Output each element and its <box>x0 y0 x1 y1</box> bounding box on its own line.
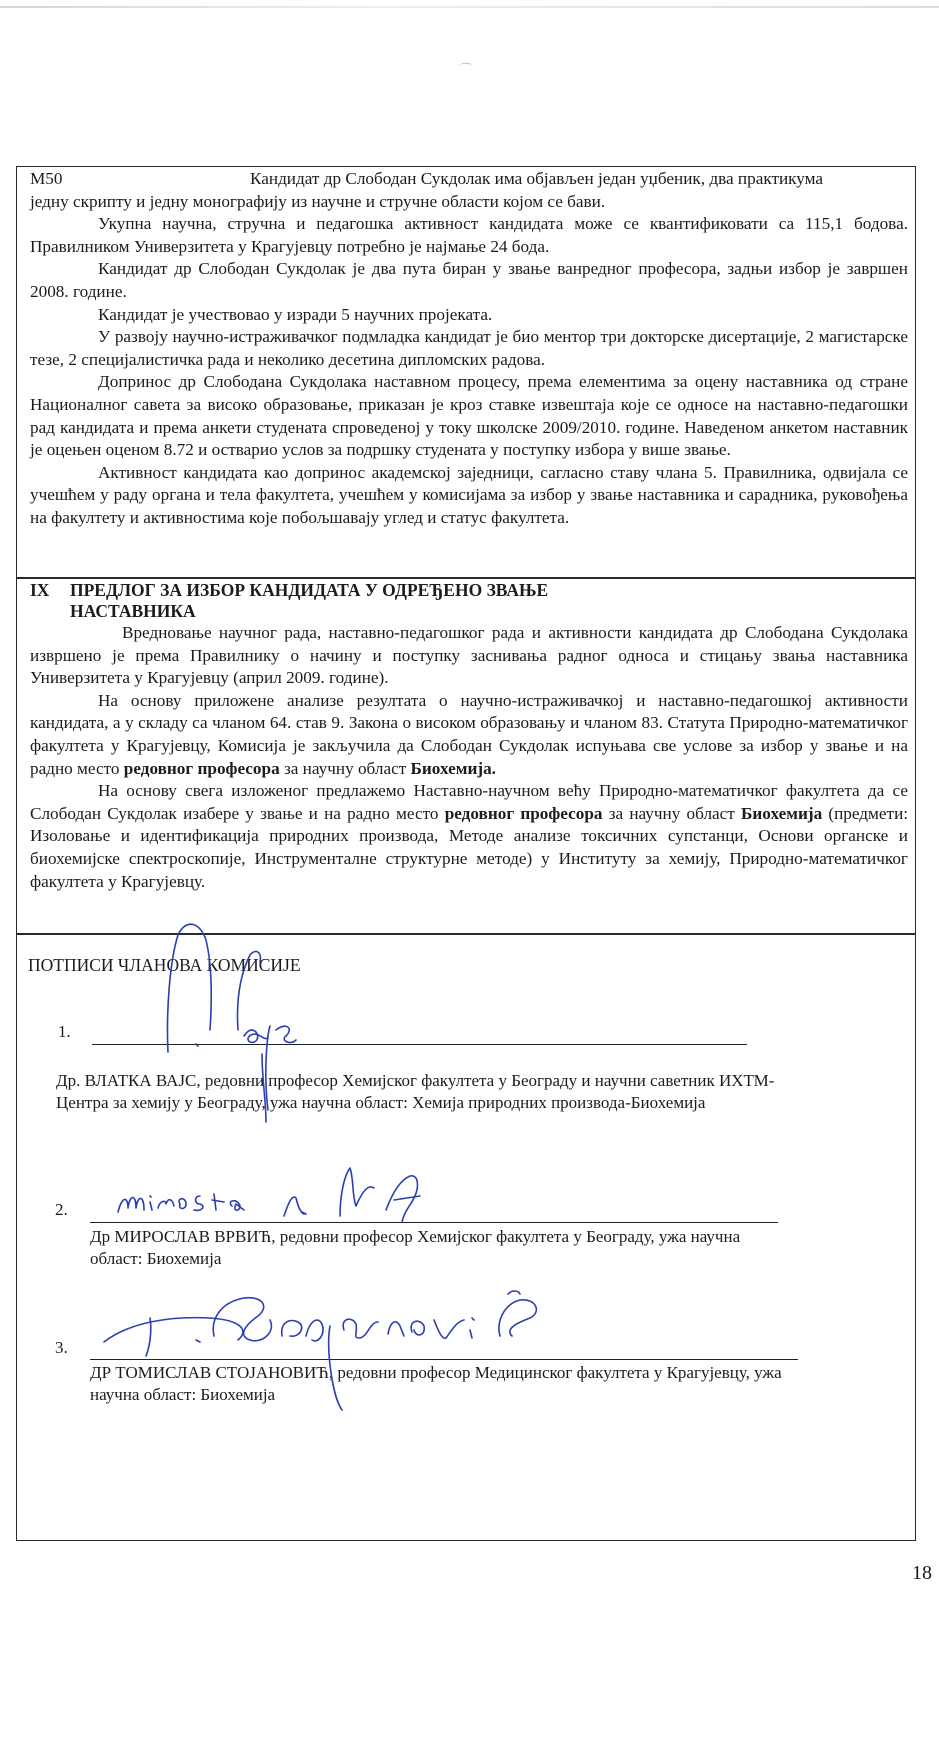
scan-speck: ⌒ <box>460 62 473 76</box>
scan-top-edge <box>0 6 939 8</box>
member-3-line2: научна област: Биохемија <box>90 1385 276 1404</box>
p2-rank-bold: редовног професора <box>123 758 280 778</box>
member-3-number: 3. <box>55 1338 68 1357</box>
page-number: 18 <box>912 1562 932 1584</box>
member-1-line2: Центра за хемију у Београду, ужа научна област: Хемија природних производа-Биохемија <box>56 1093 706 1112</box>
member-3-signature-line <box>90 1359 798 1360</box>
m50-paragraph-5: Допринос др Слободана Сукдолака наставном процесу, према елементима за оцену наставника од стране Националног савета за високо образовање, приказан је кроз ставке извештаја које се односе на наставно-педагошки рад кандидата и према анкети студената спроведеној у току школске 2009/2010. године. Наведеном анкетом наставник је оцењен оценом 8.72 и остварио услов за подршку студената у поступку избора у више звање. <box>30 372 908 460</box>
member-3-info <box>90 1362 912 1406</box>
member-3-line1: ДР ТОМИСЛАВ СТОЈАНОВИЋ, редовни професор Медицинског факултета у Крагујевцу, ужа <box>90 1363 782 1382</box>
p3-field-bold: Биохемија <box>741 803 823 823</box>
member-2-signature-line <box>90 1222 778 1223</box>
member-2-info <box>90 1226 910 1270</box>
m50-paragraph-4: У развоју научно-истраживачког подмладка кандидат је био ментор три докторске дисертације, 2 магистарске тезе, 2 специјалистичка рада и неколико десетина дипломских радова. <box>30 327 908 369</box>
member-1-line1: Др. ВЛАТКА ВАЈС, редовни професор Хемијског факултета у Београду и научни саветник ИХТМ- <box>56 1071 775 1090</box>
section-ix-paragraph-1: Вредновање научног рада, наставно-педагошког рада и активности кандидата др Слободана Сукдолака извршено је према Правилнику о начину и поступку заснивања радног односа и стицању звања наставника Универзитета у Крагујевцу (април 2009. године). <box>30 623 908 688</box>
p3-text-c: (предмети: Изоловање и идентификација природних производа, Методе анализе токсичних супстанци, Основи органске и биохемијске спектроскопије, Инструменталне структурне методе) у Институту за хемију, Природно-математичког факултета у Крагујевцу. <box>30 803 909 891</box>
p3-rank-bold: редовног професора <box>444 803 603 823</box>
m50-code: M50 <box>30 169 63 188</box>
section-ix-paragraph-2 <box>30 690 908 780</box>
member-2-line1: Др МИРОСЛАВ ВРВИЋ, редовни професор Хемијског факултета у Београду, ужа научна <box>90 1227 741 1246</box>
section-ix-number: IX <box>30 580 50 600</box>
section-ix-heading-line1: ПРЕДЛОГ ЗА ИЗБОР КАНДИДАТА У ОДРЕЂЕНО ЗВАЊЕ <box>70 580 549 600</box>
section-ix-heading <box>30 580 908 601</box>
p2-field-bold: Биохемија. <box>410 758 496 778</box>
p2-text-a: На основу приложене анализе резултата о научно-истраживачкој и наставно-педагошкој активности кандидата, а у складу са чланом 64. став 9. Закона о високом образовању и чланом 83. Статута Природно-математичког факултета у Крагујевцу, Комисија је закључила да Слободан Сукдолак испуњава све услове за избор у звање и на радно место <box>30 690 908 778</box>
section-ix <box>30 580 908 893</box>
signatures-title: ПОТПИСИ ЧЛАНОВА КОМИСИЈЕ <box>28 955 301 975</box>
section-m50 <box>30 168 908 530</box>
m50-paragraph-2: Кандидат др Слободан Сукдолак је два пута биран у звање ванредног професора, задњи избор је завршен 2008. године. <box>30 259 908 301</box>
member-1-signature-line <box>92 1044 747 1045</box>
m50-first-line: Кандидат др Слободан Сукдолак има објављен један уџбеник, два практикума <box>250 169 824 188</box>
p2-text-b: за научну област <box>283 758 407 778</box>
p3-text-a: На основу свега изложеног предлажемо Наставно-научном већу Природно-математичког факултета да се Слободан Сукдолак изабере у звање и на радно место <box>30 781 908 823</box>
m50-paragraph-1: Укупна научна, стручна и педагошка активност кандидата може се квантификовати са 115,1 бодова. Правилником Универзитета у Крагујевцу потребно је најмање 24 бода. <box>30 214 908 256</box>
member-2-number: 2. <box>55 1200 68 1219</box>
m50-paragraph-3: Кандидат је учествовао у изради 5 научних пројеката. <box>98 304 493 324</box>
member-1-info <box>56 1070 916 1114</box>
m50-first-line-cont: једну скрипту и једну монографију из научне и стручне области којом се бави. <box>30 191 606 211</box>
m50-paragraph-6: Активност кандидата као допринос академској заједници, сагласно ставу члана 5. Правилника, одвијала се учешћем у раду органа и тела факултета, учешћем у комисијама за избор у звање наставника и сарадника, руковођења на факултету и активностима које побољшавају углед и статус факултета. <box>30 462 908 527</box>
section-ix-heading-line2-wrap <box>30 601 908 622</box>
member-2-line2: област: Биохемија <box>90 1249 222 1268</box>
p3-text-b: за научну област <box>608 803 735 823</box>
section-ix-paragraph-3 <box>30 780 908 893</box>
member-1-number: 1. <box>58 1022 71 1041</box>
section-ix-heading-line2: НАСТАВНИКА <box>70 601 196 621</box>
